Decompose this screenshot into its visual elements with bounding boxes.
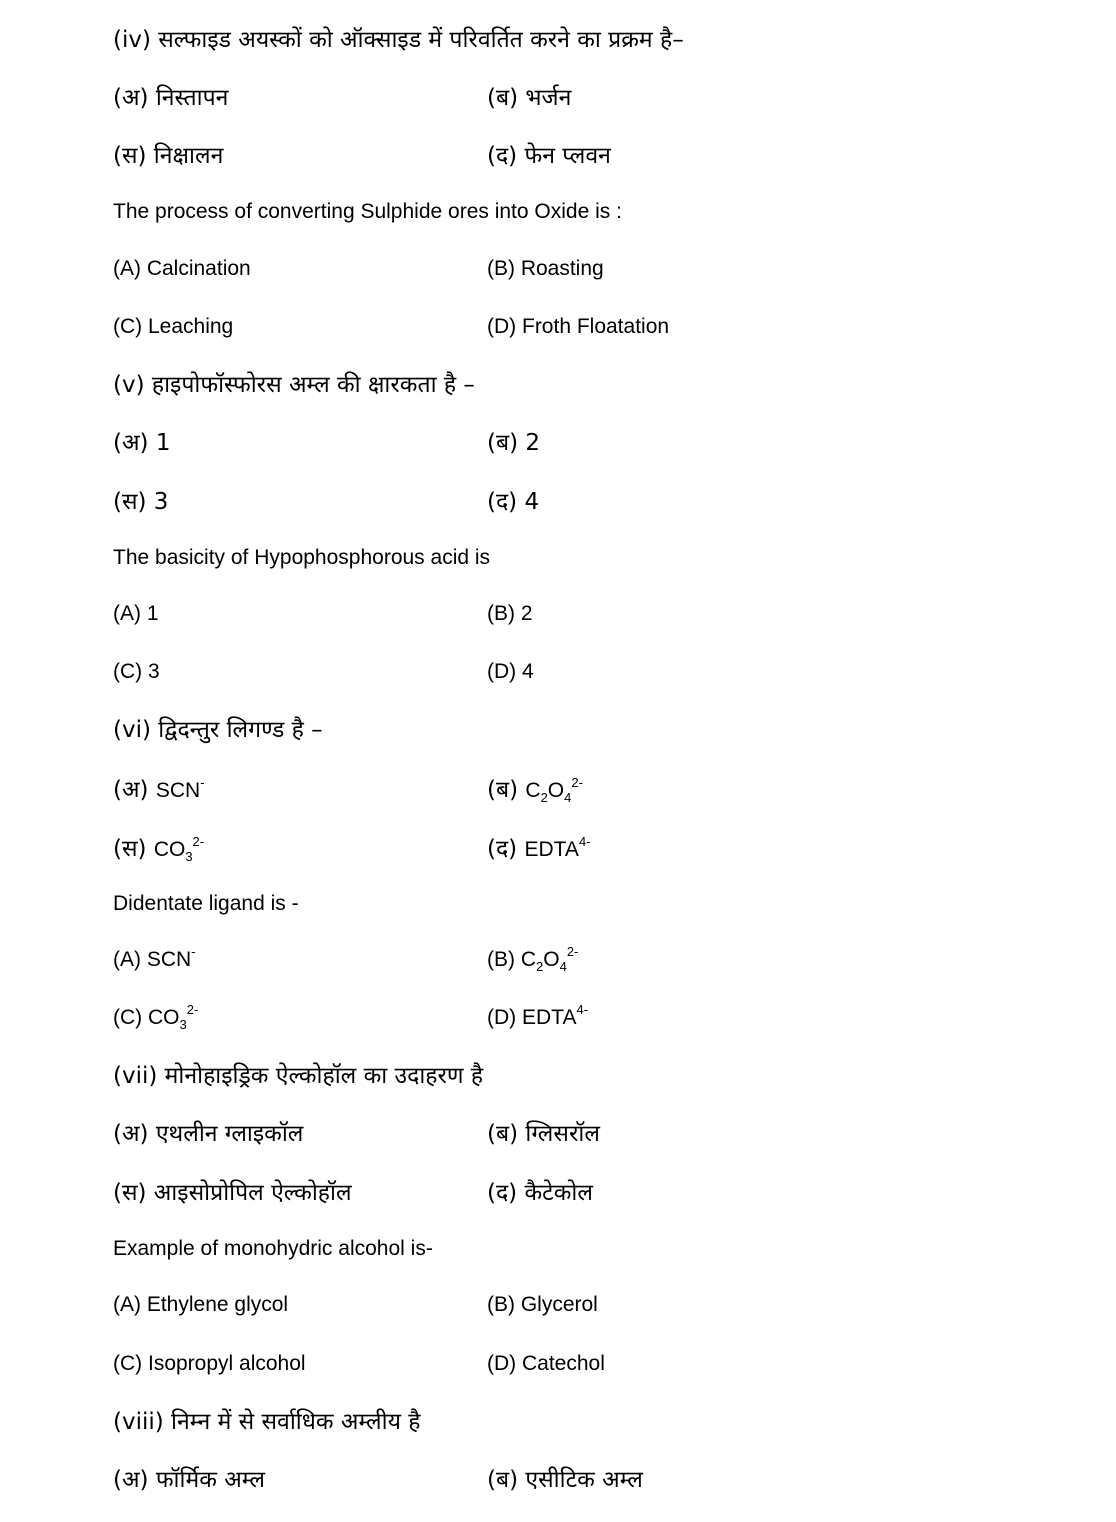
options-row: [113, 829, 1063, 869]
options-row: [113, 1173, 1063, 1213]
formula-oxalate: $C_2O_4^{2-}$: [520, 944, 579, 974]
option-b: (B) Glycerol: [487, 1293, 598, 1316]
formula-oxalate: $C_2O_4^{2-}$: [525, 775, 583, 805]
option-a: (अ) एथलीन ग्लाइकॉल: [113, 1121, 304, 1147]
options-row: [113, 423, 1063, 463]
options-row: [113, 482, 1063, 522]
option-a: (A) Ethylene glycol: [113, 1293, 289, 1316]
option-c: [113, 998, 198, 1038]
option-a: (A) Calcination: [113, 257, 251, 280]
option-c: (C) Isopropyl alcohol: [113, 1352, 306, 1375]
question-6-english: Didentate ligand is -: [113, 892, 299, 915]
option-c: (स) आइसोप्रोपिल ऐल्कोहॉल: [113, 1180, 352, 1206]
options-row: [113, 652, 1063, 692]
option-label: (अ): [113, 777, 156, 803]
options-row: [113, 770, 1063, 810]
option-a: [113, 940, 196, 980]
option-d: (D) Froth Floatation: [487, 315, 670, 338]
formula-carbonate: $CO_3^{2-}$: [148, 1002, 199, 1032]
options-row: [113, 307, 1063, 347]
option-c: (C) 3: [113, 660, 160, 683]
question-5-hindi: (v) हाइपोफॉस्फोरस अम्ल की क्षारकता है –: [113, 372, 475, 398]
options-row: [113, 940, 1063, 980]
option-b: (B) 2: [487, 602, 533, 625]
options-row: [113, 1460, 1063, 1500]
option-b: [487, 940, 578, 980]
option-b: (ब) भर्जन: [487, 85, 572, 111]
formula-thiocyanate: SCN-: [155, 775, 205, 802]
option-label: (ब): [487, 777, 526, 803]
option-b: (ब) ग्लिसरॉल: [487, 1121, 600, 1147]
option-d: [487, 829, 591, 870]
question-8-hindi: (viii) निम्न में से सर्वाधिक अम्लीय है: [113, 1409, 421, 1435]
option-label: (A): [113, 948, 147, 971]
question-7-english: Example of monohydric alcohol is-: [113, 1237, 433, 1260]
option-d: (द) फेन प्लवन: [487, 143, 611, 169]
option-b: [487, 770, 583, 811]
option-label: (द): [487, 836, 525, 862]
option-c: [113, 829, 204, 870]
option-b: (ब) 2: [487, 430, 541, 456]
formula-edta: $EDTA^{4-}$: [522, 1002, 589, 1029]
question-4-english: The process of converting Sulphide ores into Oxide is :: [113, 200, 622, 223]
formula-carbonate: $CO_3^{2-}$: [153, 834, 205, 864]
options-row: [113, 1114, 1063, 1154]
option-d: (D) 4: [487, 660, 534, 683]
option-d: (द) 4: [487, 489, 540, 515]
option-a: [113, 770, 205, 811]
option-c: (C) Leaching: [113, 315, 234, 338]
options-row: [113, 1285, 1063, 1325]
option-c: (स) 3: [113, 489, 169, 515]
option-c: (स) निक्षालन: [113, 143, 224, 169]
formula-edta: $EDTA^{4-}$: [524, 834, 591, 861]
question-7-hindi: (vii) मोनोहाइड्रिक ऐल्कोहॉल का उदाहरण है: [113, 1063, 484, 1089]
option-d: [487, 998, 588, 1038]
option-b: (ब) एसीटिक अम्ल: [487, 1467, 643, 1493]
question-5-english: The basicity of Hypophosphorous acid is: [113, 546, 491, 569]
options-row: [113, 249, 1063, 289]
option-a: (अ) फॉर्मिक अम्ल: [113, 1467, 265, 1493]
formula-thiocyanate: SCN-: [146, 944, 196, 971]
option-a: (A) 1: [113, 602, 159, 625]
options-row: [113, 1344, 1063, 1384]
option-d: (D) Catechol: [487, 1352, 605, 1375]
option-label: (C): [113, 1006, 148, 1029]
option-label: (B): [487, 948, 521, 971]
option-a: (अ) निस्तापन: [113, 85, 229, 111]
question-6-hindi: (vi) द्विदन्तुर लिगण्ड है –: [113, 717, 323, 743]
option-d: (द) कैटेकोल: [487, 1180, 593, 1206]
options-row: [113, 594, 1063, 634]
question-4-hindi: (iv) सल्फाइड अयस्कों को ऑक्साइड में परिवर्तित करने का प्रक्रम है–: [113, 27, 684, 53]
options-row: [113, 78, 1063, 118]
option-b: (B) Roasting: [487, 257, 604, 280]
option-a: (अ) 1: [113, 430, 171, 456]
option-label: (स): [113, 836, 154, 862]
options-row: [113, 136, 1063, 176]
options-row: [113, 998, 1063, 1038]
option-label: (D): [487, 1006, 522, 1029]
